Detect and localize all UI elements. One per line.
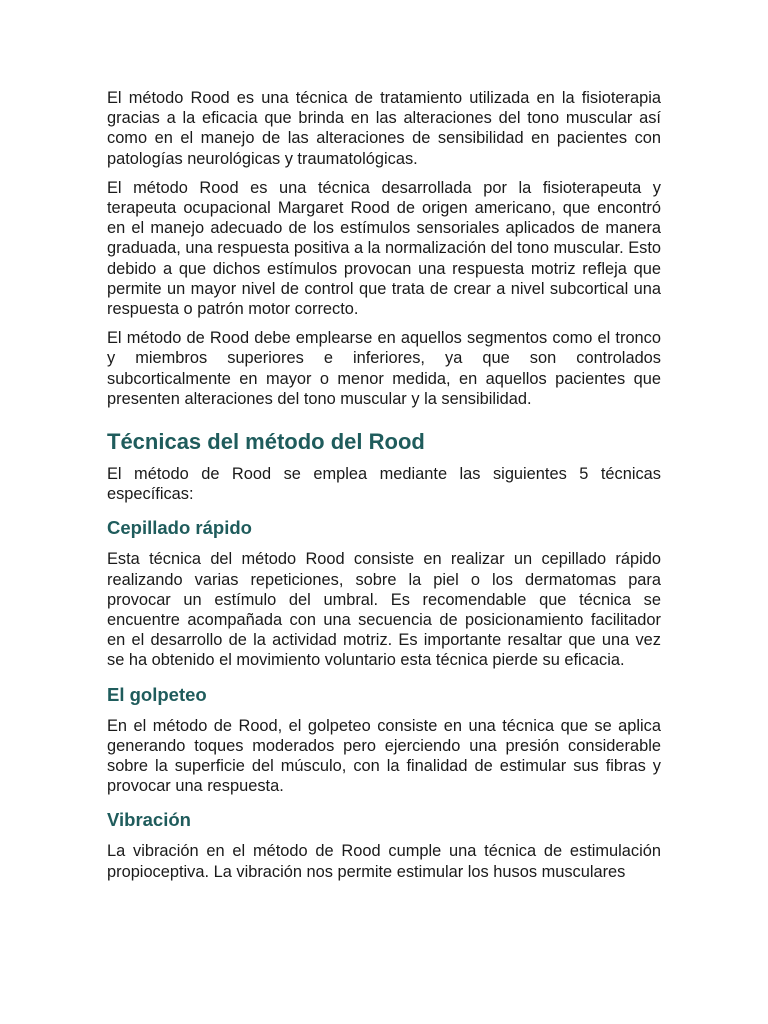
intro-paragraph-1: El método Rood es una técnica de tratamiento utilizada en la fisioterapia gracias a la eficacia que brinda en las alteraciones del tono muscular así como en el manejo de las alteraciones de sensibilidad en pacientes con patologías neurológicas y traumatológicas. [107,89,661,168]
intro-paragraph-3: El método de Rood debe emplearse en aquellos segmentos como el tronco y miembros superiores e inferiores, ya que son controlados subcorticalmente en mayor o menor medida, en aquellos pacientes que presenten alteraciones del tono muscular y la sensibilidad. [107,329,661,408]
technique-text-vibracion: La vibración en el método de Rood cumple una técnica de estimulación propioceptiva. La vibración nos permite estimular los husos musculares [107,842,661,881]
section-intro: El método de Rood se emplea mediante las siguientes 5 técnicas específicas: [107,465,661,504]
technique-heading-cepillado: Cepillado rápido [107,517,252,539]
intro-paragraph-2: El método Rood es una técnica desarrollada por la fisioterapeuta y terapeuta ocupacional Margaret Rood de origen americano, que encontró en el manejo adecuado de los estímulos sensoriales aplicados de manera graduada, una respuesta positiva a la normalización del tono muscular. Esto debido a que dichos estímulos provocan una respuesta motriz refleja que permite un mayor nivel de control que trata de crear a nivel subcortical una respuesta o patrón motor correcto. [107,178,661,319]
technique-text-cepillado: Esta técnica del método Rood consiste en realizar un cepillado rápido realizando varias repeticiones, sobre la piel o los dermatomas para provocar un estímulo del umbral. Es recomendable que técnica se encuentre acompañada con una secuencia de posicionamiento facilitador en el desarrollo de la actividad motriz. Es importante resaltar que una vez se ha obtenido el movimiento voluntario esta técnica pierde su eficacia. [107,550,661,670]
technique-text-golpeteo: En el método de Rood, el golpeteo consiste en una técnica que se aplica generando toques moderados pero ejerciendo una presión considerable sobre la superficie del músculo, con la finalidad de estimular sus fibras y provocar una respuesta. [107,716,661,796]
section-heading: Técnicas del método del Rood [107,429,425,455]
document-page [107,88,661,891]
technique-heading-golpeteo: El golpeteo [107,683,207,705]
technique-heading-vibracion: Vibración [107,809,191,831]
